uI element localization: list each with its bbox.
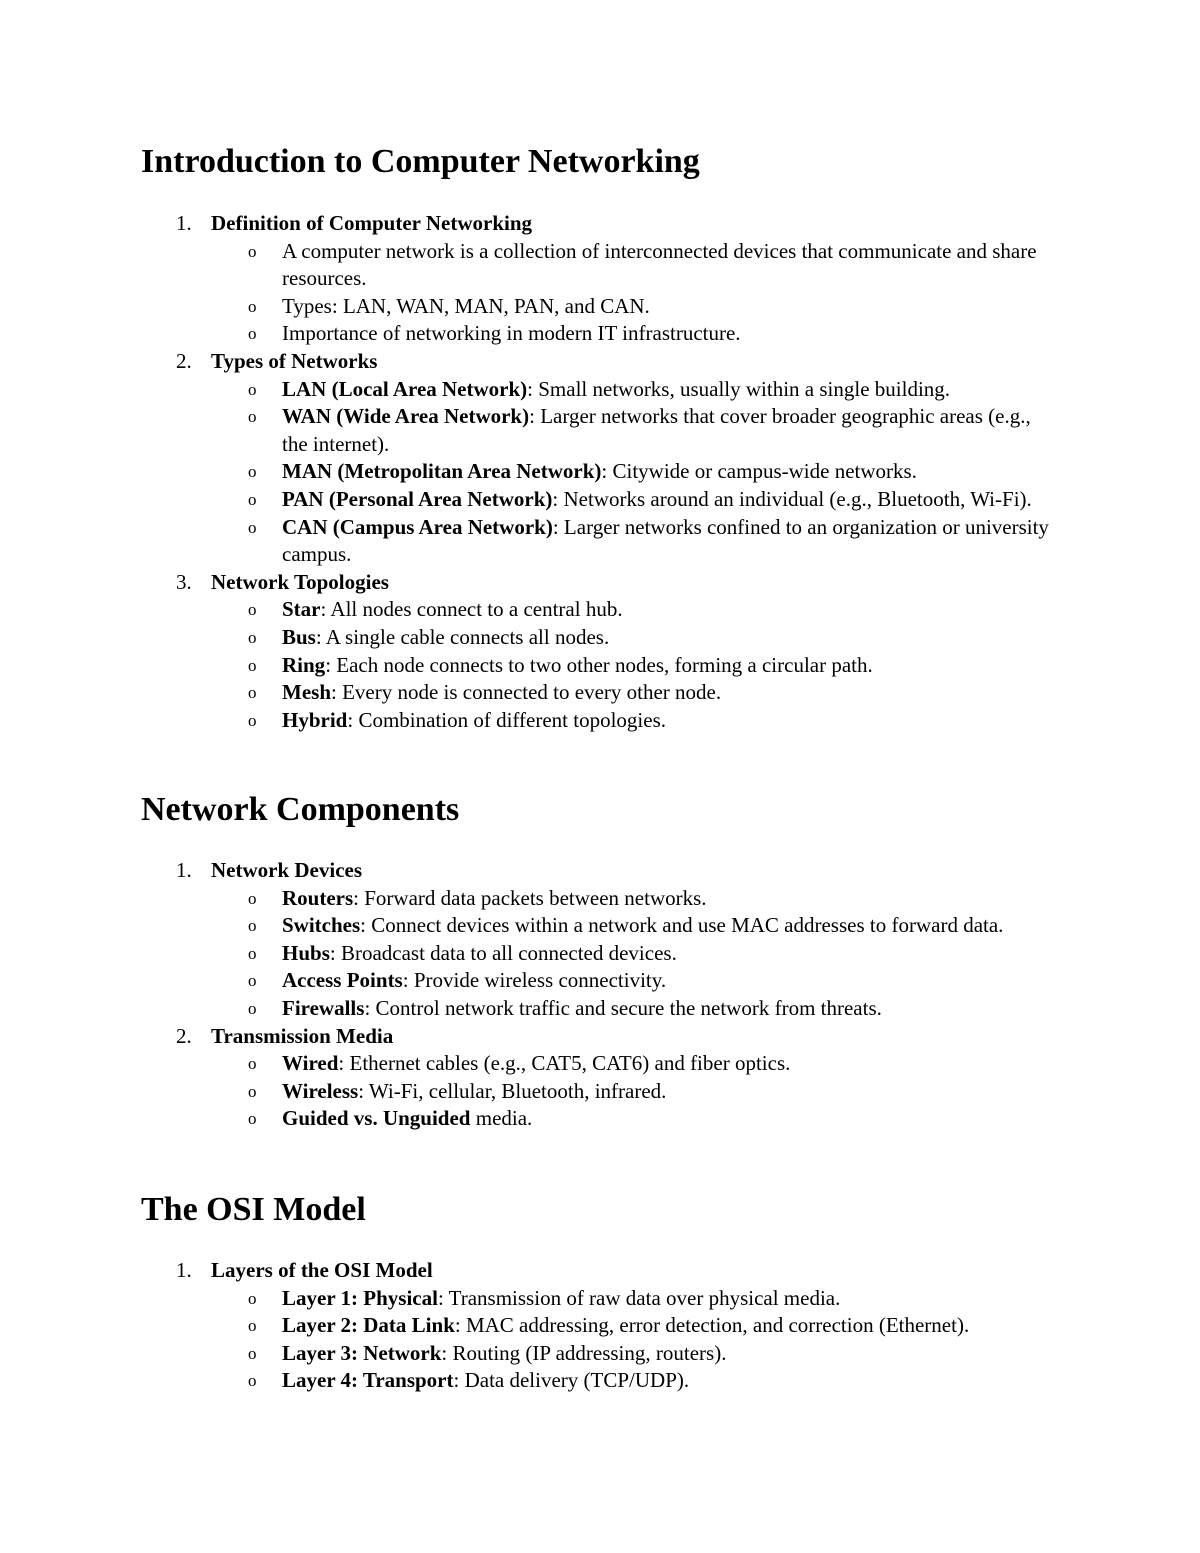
- section-heading: Introduction to Computer Networking: [141, 143, 700, 180]
- bullet-marker: o: [248, 1343, 257, 1363]
- section-intro: [141, 142, 1071, 732]
- bullet-text: : MAC addressing, error detection, and correction (Ethernet).: [454, 1313, 970, 1338]
- item-number: 3.: [176, 569, 192, 594]
- item-title: Network Topologies: [211, 569, 389, 594]
- bullet-text: : Connect devices within a network and use MAC addresses to forward data.: [360, 913, 1004, 938]
- bullet-item: [141, 707, 1052, 735]
- bullet-item: [141, 320, 1052, 348]
- bullet-term: Star: [282, 597, 321, 622]
- bullet-text: : Forward data packets between networks.: [353, 885, 707, 910]
- bullet-marker: o: [248, 324, 257, 344]
- item-title: Definition of Computer Networking: [211, 211, 533, 235]
- bullet-item: [141, 486, 1052, 514]
- bullet-marker: o: [248, 1081, 257, 1101]
- bullet-text: : Combination of different topologies.: [347, 707, 667, 732]
- list-item: [141, 210, 1071, 348]
- bullet-term: Wired: [282, 1051, 339, 1076]
- bullet-list: [141, 885, 1071, 1023]
- bullet-item: [141, 652, 1052, 680]
- bullet-item: [141, 238, 1052, 293]
- bullet-text: : Wi-Fi, cellular, Bluetooth, infrared.: [358, 1078, 667, 1103]
- bullet-text: : Ethernet cables (e.g., CAT5, CAT6) and fiber optics.: [338, 1051, 791, 1076]
- bullet-marker: o: [248, 943, 257, 963]
- bullet-list: [141, 1050, 1071, 1133]
- bullet-term: MAN (Metropolitan Area Network): [282, 459, 602, 484]
- bullet-list: [141, 1285, 1071, 1395]
- bullet-term: Hybrid: [282, 707, 348, 732]
- bullet-marker: o: [248, 627, 257, 647]
- bullet-text: : All nodes connect to a central hub.: [320, 597, 623, 622]
- bullet-term: Layer 3: Network: [282, 1340, 442, 1365]
- bullet-text: Importance of networking in modern IT infrastructure.: [282, 321, 741, 346]
- bullet-item: [141, 1340, 1052, 1368]
- bullet-item: [141, 912, 1052, 940]
- bullet-term: Wireless: [282, 1078, 359, 1103]
- bullet-marker: o: [248, 683, 257, 703]
- bullet-item: [141, 376, 1052, 404]
- bullet-item: [141, 624, 1052, 652]
- bullet-marker: o: [248, 1054, 257, 1074]
- bullet-item: [141, 1312, 1052, 1340]
- bullet-term: Layer 4: Transport: [282, 1368, 454, 1393]
- numbered-list: [141, 1257, 1071, 1395]
- list-item: [141, 348, 1071, 569]
- bullet-marker: o: [248, 916, 257, 936]
- section-osi: [141, 1190, 1071, 1393]
- bullet-item: [141, 967, 1052, 995]
- bullet-term: Routers: [282, 885, 354, 910]
- section-heading: Network Components: [141, 791, 460, 828]
- list-item: [141, 1257, 1071, 1395]
- bullet-text: : Small networks, usually within a single building.: [527, 376, 951, 401]
- bullet-item: [141, 679, 1052, 707]
- bullet-text: : Each node connects to two other nodes, forming a circular path.: [325, 652, 873, 677]
- item-title: Layers of the OSI Model: [211, 1258, 433, 1282]
- bullet-item: [141, 1050, 1052, 1078]
- bullet-text: : Larger networks confined to an organization or university campus.: [282, 514, 1049, 567]
- bullet-item: [141, 940, 1052, 968]
- bullet-text: : Routing (IP addressing, routers).: [441, 1340, 727, 1365]
- item-title: Network Devices: [211, 858, 363, 882]
- bullet-item: [141, 885, 1052, 913]
- bullet-marker: o: [248, 600, 257, 620]
- bullet-item: [141, 1105, 1052, 1133]
- bullet-marker: o: [248, 710, 257, 730]
- item-number: 2.: [176, 348, 192, 373]
- bullet-marker: o: [248, 1316, 257, 1336]
- bullet-marker: o: [248, 407, 257, 427]
- item-number: 1.: [176, 1258, 192, 1282]
- bullet-marker: o: [248, 489, 257, 509]
- bullet-text: A computer network is a collection of interconnected devices that communicate and share resources.: [282, 238, 1037, 291]
- bullet-text: Types: LAN, WAN, MAN, PAN, and CAN.: [282, 293, 650, 318]
- section-components: [141, 790, 1071, 1131]
- bullet-marker: o: [248, 1371, 257, 1391]
- list-item: [141, 569, 1071, 735]
- bullet-list: [141, 238, 1071, 348]
- bullet-text: : Data delivery (TCP/UDP).: [453, 1368, 690, 1393]
- bullet-term: Mesh: [282, 680, 331, 705]
- numbered-list: [141, 857, 1071, 1133]
- bullet-marker: o: [248, 971, 257, 991]
- bullet-term: Hubs: [282, 940, 330, 965]
- list-item: [141, 857, 1071, 1023]
- item-number: 1.: [176, 211, 192, 235]
- bullet-marker: o: [248, 655, 257, 675]
- bullet-item: [141, 293, 1052, 321]
- bullet-marker: o: [248, 517, 257, 537]
- bullet-marker: o: [248, 379, 257, 399]
- bullet-text: : Broadcast data to all connected devices.: [329, 940, 677, 965]
- bullet-item: [141, 596, 1052, 624]
- bullet-item: [141, 403, 1052, 458]
- item-title: Transmission Media: [211, 1023, 394, 1048]
- bullet-term: LAN (Local Area Network): [282, 376, 528, 401]
- bullet-text: : Every node is connected to every other node.: [331, 680, 722, 705]
- list-item: [141, 1023, 1071, 1133]
- bullet-term: Layer 2: Data Link: [282, 1313, 455, 1338]
- bullet-marker: o: [248, 462, 257, 482]
- bullet-list: [141, 596, 1071, 734]
- bullet-marker: o: [248, 296, 257, 316]
- bullet-item: [141, 1285, 1052, 1313]
- bullet-text: media.: [470, 1106, 533, 1131]
- bullet-term: PAN (Personal Area Network): [282, 486, 553, 511]
- bullet-text: : Networks around an individual (e.g., Bluetooth, Wi-Fi).: [552, 486, 1032, 511]
- bullet-term: Guided vs. Unguided: [282, 1106, 471, 1131]
- bullet-term: Ring: [282, 652, 326, 677]
- numbered-list: [141, 210, 1071, 734]
- bullet-marker: o: [248, 1109, 257, 1129]
- bullet-marker: o: [248, 241, 257, 261]
- bullet-item: [141, 1367, 1052, 1395]
- item-number: 1.: [176, 858, 192, 882]
- bullet-term: Switches: [282, 913, 361, 938]
- bullet-text: : A single cable connects all nodes.: [315, 624, 610, 649]
- bullet-item: [141, 514, 1052, 569]
- bullet-text: : Control network traffic and secure the network from threats.: [364, 995, 882, 1020]
- item-number: 2.: [176, 1023, 192, 1048]
- bullet-term: Access Points: [282, 968, 403, 993]
- bullet-term: Firewalls: [282, 995, 365, 1020]
- bullet-term: Bus: [282, 624, 316, 649]
- bullet-marker: o: [248, 888, 257, 908]
- bullet-text: : Provide wireless connectivity.: [402, 968, 667, 993]
- section-heading: The OSI Model: [141, 1191, 366, 1228]
- bullet-marker: o: [248, 998, 257, 1018]
- bullet-term: CAN (Campus Area Network): [282, 514, 553, 539]
- bullet-text: : Transmission of raw data over physical media.: [437, 1285, 841, 1310]
- bullet-list: [141, 376, 1071, 569]
- bullet-text: : Citywide or campus-wide networks.: [601, 459, 917, 484]
- bullet-item: [141, 1078, 1052, 1106]
- bullet-item: [141, 458, 1052, 486]
- item-title: Types of Networks: [211, 348, 378, 373]
- bullet-marker: o: [248, 1288, 257, 1308]
- bullet-term: WAN (Wide Area Network): [282, 404, 530, 429]
- bullet-text: : Larger networks that cover broader geographic areas (e.g., the internet).: [282, 404, 1031, 456]
- bullet-term: Layer 1: Physical: [282, 1285, 438, 1310]
- bullet-item: [141, 995, 1052, 1023]
